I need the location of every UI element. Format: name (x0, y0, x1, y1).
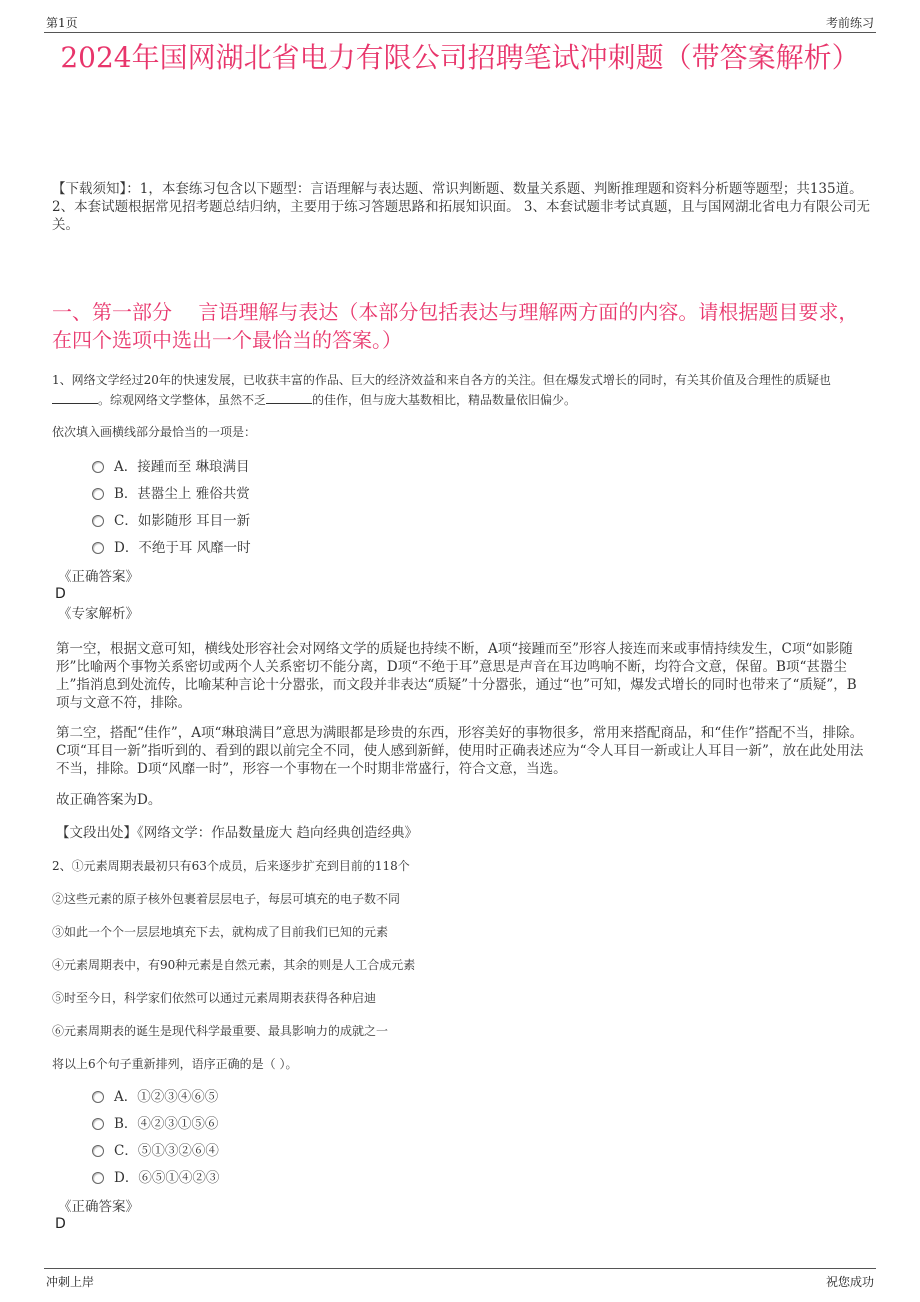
q2-answer: D (55, 1216, 66, 1232)
q1-stem (52, 370, 870, 410)
section-title: 一、第一部分 言语理解与表达（本部分包括表达与理解两方面的内容。请根据题目要求，在四个选项中选出一个最恰当的答案。） (52, 300, 859, 352)
radio-icon[interactable] (92, 1172, 104, 1184)
q1-stem-part-a: 1、网络文学经过20年的快速发展，已收获丰富的作品、巨大的经济效益和来自各方的关注。但在爆发式增长的同时，有关其价值及合理性的质疑也 (52, 373, 831, 387)
q2-option-a-label: A．①②③④⑥⑤ (114, 1089, 219, 1105)
q2-option-d[interactable] (92, 1169, 219, 1187)
footer-right: 祝您成功 (825, 1275, 874, 1289)
download-notice: 【下载须知】：1，本套练习包含以下题型：言语理解与表达题、常识判断题、数量关系题、判断推理题和资料分析题等题型；共135道。 2、本套试题根据常见招考题总结归纳，主要用于练习答题思路和拓展知识面。 3、本套试题非考试真题，且与国网湖北省电力有限公司无关。 (52, 181, 870, 233)
q2-line-6: ⑥元素周期表的诞生是现代科学最重要、最具影响力的成就之一 (52, 1024, 389, 1038)
radio-icon[interactable] (92, 542, 104, 554)
header-tag: 考前练习 (825, 16, 874, 30)
q1-option-a-label: A．接踵而至 琳琅满目 (114, 459, 250, 475)
q1-option-d-label: D．不绝于耳 风靡一时 (114, 540, 251, 556)
q1-stem-part-c: 的佳作，但与庞大基数相比，精品数量依旧偏少。 (312, 393, 577, 407)
document-title: 2024年国网湖北省电力有限公司招聘笔试冲刺题（带答案解析） (60, 41, 860, 74)
q1-option-d[interactable] (92, 539, 251, 557)
q1-analysis-1: 第一空，根据文意可知，横线处形容社会对网络文学的质疑也持续不断，A项“接踵而至”形容人接连而来或事情持续发生，C项“如影随形”比喻两个事物关系密切或两个人关系密切不能分离，D项“不绝于耳”意思是声音在耳边鸣响不断，均符合文意，保留。B项“甚嚣尘上”指消息到处流传，比喻某种言论十分嚣张，而文段并非表达“质疑”十分嚣张，通过“也”可知，爆发式增长的同时也带来了“质疑”，B项与文意不符，排除。 (56, 641, 857, 711)
q1-option-c-label: C．如影随形 耳目一新 (114, 513, 251, 529)
q2-answer-label: 《正确答案》 (58, 1199, 139, 1215)
q1-option-a[interactable] (92, 458, 250, 476)
page-header (44, 12, 876, 33)
q1-option-b[interactable] (92, 485, 250, 503)
q1-prompt: 依次填入画横线部分最恰当的一项是： (52, 425, 257, 439)
q1-answer-label: 《正确答案》 (58, 569, 139, 585)
q1-source: 【文段出处】《网络文学：作品数量庞大 趋向经典创造经典》 (56, 825, 419, 841)
q1-stem-part-b: 。综观网络文学整体，虽然不乏 (98, 393, 267, 407)
q2-line-3: ③如此一个个一层层地填充下去，就构成了目前我们已知的元素 (52, 925, 389, 939)
page-footer (44, 1268, 876, 1291)
radio-icon[interactable] (92, 515, 104, 527)
q1-analysis-label: 《专家解析》 (58, 606, 139, 622)
q2-option-d-label: D．⑥⑤①④②③ (114, 1170, 220, 1186)
radio-icon[interactable] (92, 1145, 104, 1157)
q2-option-b-label: B．④②③①⑤⑥ (114, 1116, 219, 1132)
q1-option-c[interactable] (92, 512, 250, 530)
q1-option-b-label: B．甚嚣尘上 雅俗共赏 (114, 486, 250, 502)
q2-option-a[interactable] (92, 1088, 218, 1106)
q2-option-c-label: C．⑤①③②⑥④ (114, 1143, 219, 1159)
q1-blank-2 (266, 393, 312, 404)
radio-icon[interactable] (92, 1091, 104, 1103)
radio-icon[interactable] (92, 488, 104, 500)
q2-line-4: ④元素周期表中，有90种元素是自然元素，其余的则是人工合成元素 (52, 958, 416, 972)
q2-line-5: ⑤时至今日，科学家们依然可以通过元素周期表获得各种启迪 (52, 991, 377, 1005)
q1-conclusion: 故正确答案为D。 (56, 792, 162, 808)
footer-left: 冲刺上岸 (46, 1275, 95, 1289)
q1-answer: D (55, 586, 66, 602)
radio-icon[interactable] (92, 461, 104, 473)
q2-option-b[interactable] (92, 1115, 218, 1133)
page-number: 第1页 (46, 16, 78, 30)
q2-line-1: 2、①元素周期表最初只有63个成员，后来逐步扩充到目前的118个 (52, 859, 410, 873)
q2-option-c[interactable] (92, 1142, 219, 1160)
q1-analysis-2: 第二空，搭配“佳作”，A项“琳琅满目”意思为满眼都是珍贵的东西，形容美好的事物很多，常用来搭配商品，和“佳作”搭配不当，排除。C项“耳目一新”指听到的、看到的跟以前完全不同，使人感到新鲜，使用时正确表述应为“令人耳目一新或让人耳目一新”，放在此处用法不当，排除。D项“风靡一时”，形容一个事物在一个时期非常盛行，符合文意，当选。 (56, 725, 864, 777)
q2-line-2: ②这些元素的原子核外包裹着层层电子，每层可填充的电子数不同 (52, 892, 401, 906)
q1-blank-1 (52, 393, 98, 404)
radio-icon[interactable] (92, 1118, 104, 1130)
q2-prompt: 将以上6个句子重新排列，语序正确的是（ ）。 (52, 1057, 298, 1071)
